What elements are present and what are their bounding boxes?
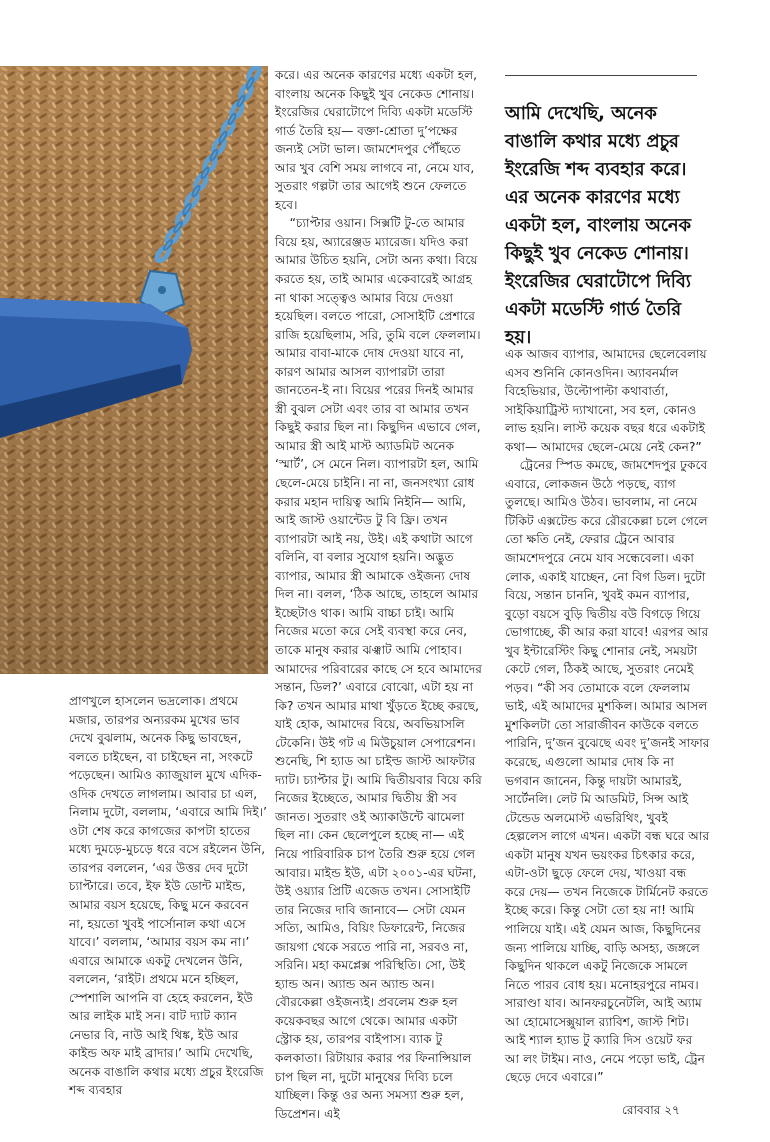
page-footer: রোববার ২৭ [622, 1103, 680, 1117]
paragraph: করে। এর অনেক কারণের মধ্যে একটা হল, বাংলায় অনেক কিছুই খুব নেকেড শোনায়। ইংরেজির ঘেরাটোপে দিব্যি একটা মডেস্টি গার্ড তৈরি হয়— বক্তা-শ্রোতা দু’পক্ষের জন্যই সেটা ভাল। জামশেদপুর পৌঁছতে আর খুব বেশি সময় লাগবে না, নেমে যাব, সুতরাং গল্পটা তার আগেই শুনে ফেলতে হবে। [275, 68, 478, 212]
article-column-2 [275, 66, 485, 1123]
pullquote-rule [505, 75, 697, 76]
paragraph: “চ্যাপ্টার ওয়ান। সিক্সটি টু-তে আমার বিয়ে হয়, অ্যারেঞ্জড ম্যারেজ। যদিও করা আমার উচিত হয়নি, সেটা অন্য কথা। বিয়ে করতে হয়, তাই আমার একেবারেই আগ্রহ না থাকা সত্ত্বেও আমার বিয়ে দেওয়া হয়েছিল। বলতে পারো, সোসাইটি প্রেশারে রাজি হয়েছিলাম, সরি, তুমি বলে ফেললাম। আমার বাবা-মাকে দোষ দেওয়া যাবে না, কারণ আমার আসল ব্যাপারটা তারা জানতেন-ই না। বিয়ের পরের দিনই আমার স্ত্রী বুঝল সেটা এবং তার বা আমার তখন কিছুই করার ছিল না। কিছুদিন এভাবে গেল, আমার স্ত্রী আই মাস্ট অ্যাডমিট অনেক ‘স্মার্ট’, সে মেনে নিল। ব্যাপারটা হল, আমি ছেলে-মেয়ে চাইনি। না না, জনসংখ্যা রোধ করার মহান দায়িত্ব আমি নিইনি— আমি, আই জাস্ট ওয়ান্টেড টু বি ফ্রি। তখন ব্যাপারটা আই নয়, উই। এই কথাটা আগে বলিনি, বা বলার সুযোগ হয়নি। অদ্ভুত ব্যাপার, আমার স্ত্রী আমাকে ওইজন্য দোষ দিল না। বলল, ‘ঠিক আছে, তাহলে আমার ইচ্ছেটাও থাক। আমি বাচ্চা চাই। আমি নিজের মতো করে সেই ব্যবস্থা করে নেব, তাকে মানুষ করার ঝঞ্ঝাট আমি পোহাব। আমাদের পরিবারের কাছে সে হবে আমাদের সন্তান, ডিল?’ এবারে বোঝো, এটা হয় না কি? তখন আমার মাথা খুঁড়তে ইচ্ছে করছে, যাই হোক, আমাদের বিয়ে, অবভিয়াসলি টেকেনি। উই গট এ মিউচুয়াল সেপারেশন। শুনেছি, শি হ্যাড আ চাইল্ড জাস্ট আফটার দ্যাট। চ্যাপ্টার টু। আমি দ্বিতীয়বার বিয়ে করি নিজের ইচ্ছেতে, আমার দ্বিতীয় স্ত্রী সব জানত। সুতরাং ওই অ্যাকাউন্টে ঝামেলা ছিল না। কেন ছেলেপুলে হচ্ছে না— এই নিয়ে পারিবারিক চাপ তৈরি শুরু হয়ে গেল আবার। মাইন্ড ইউ, এটা ২০০১-এর ঘটনা, উই ওয়্যার প্রিটি এজেড তখন। সোসাইটি তার নিজের দাবি জানাবে— সেটা যেমন সত্যি, আমিও, বিয়িং ডিফারেন্ট, নিজের জায়গা থেকে সরতে পারি না, সরবও না, সরিনি। মহা কমপ্লেক্স পরিস্থিতি। সো, উই হ্যান্ড অন। অ্যান্ড অন অ্যান্ড অন। বৌরকেল্লা ওইজন্যই। প্রবলেম শুরু হল কয়েকবছর আগে থেকে। আমার একটা স্ট্রোক হয়, তারপর বাইপাস। ব্যাক টু কলকাতা। রিটায়ার করার পর ফিনান্সিয়াল চাপ ছিল না, দুটো মানুষের দিব্যি চলে যাচ্ছিল। কিন্তু ওর অন্য সমস্যা শুরু হল, ডিপ্রেশন। এই [275, 216, 482, 1121]
article-column-1 [69, 692, 267, 1100]
paragraph: প্রাণখুলে হাসলেন ভদ্রলোক। প্রথমে মজার, তারপর অন্যরকম মুখের ভাব দেখে বুঝলাম, অনেক কিছু ভাবছেন, বলতে চাইছেন, বা চাইছেন না, সংকটে পড়েছেন। আমিও ক্যাজুয়াল মুখে এদিক-ওদিক দেখতে লাগলাম। আবার চা এল, নিলাম দুটো, বললাম, ‘এবারে আমি দিই।’ ওটা শেষ করে কাগজের কাপটা হাতের মধ্যে দুমড়ে-মুচড়ে ধরে বসে রইলেন উনি, তারপর বললেন, ‘এর উত্তর দেব দুটো চ্যাপ্টারে। তবে, ইফ ইউ ডোন্ট মাইন্ড, আমার বয়স হয়েছে, কিছু মনে করবেন না, হয়তো খুবই পার্সোনাল কথা এসে যাবে।’ বললাম, ‘আমার বয়স কম না।’ এবারে আমাকে একটু দেখলেন উনি, বললেন, ‘রাইট। প্রথমে মনে হচ্ছিল, স্পেশালি আপনি বা হেহে করলেন, ইউ আর লাইক মাই সন। বাট দ্যাট ক্যান নেভার বি, নাউ আই থিঙ্ক, ইউ আর কাইন্ড অফ মাই ব্রাদার।’ আমি দেখেছি, অনেক বাঙালি কথার মধ্যে প্রচুর ইংরেজি শব্দ ব্যবহার [69, 694, 267, 1098]
paragraph: ট্রেনের স্পিড কমছে, জামশেদপুর ঢুকবে এবারে, লোকজন উঠে পড়ছে, ব্যাগ তুলছে। আমিও উঠব। ভাবলাম, না নেমে টিকিট এক্সটেন্ড করে রৌরকেল্লা চলে গেলে তো ক্ষতি নেই, ফেরার ট্রেনে আবার জামশেদপুরে নেমে যাব সন্ধেবেলা। একা লোক, একাই যাচ্ছেন, নো বিগ ডিল। দুটো বিয়ে, সন্তান চাননি, খুবই কমন ব্যাপার, বুড়ো বয়সে বুড়ি দ্বিতীয় বউ বিগড়ে গিয়ে ভোগাচ্ছে, কী আর করা যাবে! এরপর আর খুব ইন্টারেস্টিং কিছু শোনার নেই, সময়টা কেটে গেল, ঠিকই আছে, সুতরাং নেমেই পড়ব। “কী সব তোমাকে বলে ফেললাম ভাই, এই আমাদের মুশকিল। আমার আসল মুশকিলটা তো সারাজীবন কাউকে বলতে পারিনি, দু’জন বুঝেছে এবং দু’জনই সাফার করেছে, এগুলো আমার দোষ কি না ভগবান জানেন, কিন্তু দায়টা আমারই, সার্টেনলি। লেট মি আডমিট, সিন্স আই টেন্ডেড অলমোস্ট এভরিথিং, খুবই হেল্পলেস লাগে এখন। একটা বন্ধ ঘরে আর একটা মানুষ যখন ভয়ংকর চিৎকার করে, এটা-ওটা ছুড়ে ফেলে দেয়, খাওয়া বন্ধ করে দেয়— তখন নিজেকে টার্মিনেট করতে ইচ্ছে করে। কিন্তু সেটা তো হয় না! আমি পালিয়ে যাই। এই যেমন আজ, কিছুদিনের জন্য পালিয়ে যাচ্ছি, বাড়ি অসহ্য, জঙ্গলে কিছুদিন থাকলে একটু নিজেকে সামলে নিতে পারব বোধ হয়। মনোহরপুরে নামব। সারাণ্ডা যাব। আনফরচুনেটলি, আই অ্যাম আ হোমোসেক্সুয়াল র‍্যাবিশ, জাস্ট শিট। আই শ্যাল হ্যাভ টু ক্যারি দিস ওয়েট ফর আ লং টাইম। নাও, নেমে পড়ো ভাই, ট্রেন ছেড়ে দেবে এবারে।” [505, 458, 710, 1085]
swing-photo [0, 66, 268, 674]
pullquote: আমি দেখেছি, অনেক বাঙালি কথার মধ্যে প্রচুর ইংরেজি শব্দ ব্যবহার করে। এর অনেক কারণের মধ্যে একটা হল, বাংলায় অনেক কিছুই খুব নেকেড শোনায়। ইংরেজির ঘেরাটোপে দিব্যি একটা মডেস্টি গার্ড তৈরি হয়। [505, 103, 691, 348]
article-column-3 [505, 345, 710, 1087]
paragraph: এক আজব ব্যাপার, আমাদের ছেলেবেলায় এসব শুনিনি কোনওদিন। অ্যাবনর্মাল বিহেভিয়ার, উল্টোপাল্টা কথাবার্তা, সাইকিয়াট্রিস্ট দ্যাখানো, সব হল, কোনও লাভ হয়নি। লাস্ট কয়েক বছর ধরে একটাই কথা— আমাদের ছেলে-মেয়ে নেই কেন?” [505, 347, 707, 454]
